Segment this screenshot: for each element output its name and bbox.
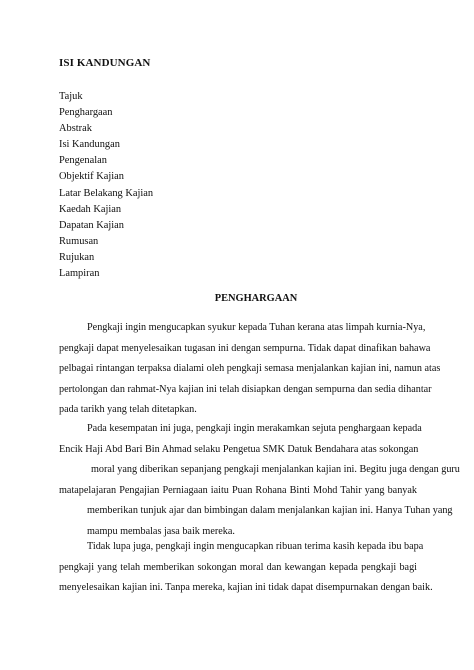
paragraph-line: Tidak lupa juga, pengkaji ingin mengucapkan ribuan terima kasih kepada ibu bapa <box>87 541 424 552</box>
paragraph-line: pengkaji dapat menyelesaikan tugasan ini dengan sempurna. Tidak dapat dinafikan bahawa <box>59 342 431 354</box>
toc-item: Penghargaan <box>59 107 113 119</box>
toc-item: Tajuk <box>59 91 83 102</box>
toc-item: Latar Belakang Kajian <box>59 187 154 199</box>
paragraph-line: matapelajaran Pengajian Perniagaan iaitu Puan Rohana Binti Mohd Tahir yang banyak <box>59 484 417 496</box>
paragraph-line: pengkaji yang telah memberikan sokongan moral dan kewangan kepada pengkaji bagi <box>59 561 417 573</box>
toc-item: Objektif Kajian <box>59 171 124 183</box>
toc-item: Lampiran <box>59 268 100 280</box>
paragraph-line: pertolongan dan rahmat-Nya kajian ini telah disiapkan dengan sempurna dan sedia dihantar <box>59 383 432 395</box>
acknowledgement-paragraph-1 <box>59 318 441 421</box>
paragraph-line: Pengkaji ingin mengucapkan syukur kepada Tuhan kerana atas limpah kurnia-Nya, <box>87 322 426 333</box>
toc-list <box>59 90 153 283</box>
toc-heading: ISI KANDUNGAN <box>59 57 151 69</box>
toc-item: Kaedah Kajian <box>59 203 122 215</box>
paragraph-line: moral yang diberikan sepanjang pengkaji menjalankan kajian ini. Begitu juga dengan guru <box>91 464 460 475</box>
toc-item: Abstrak <box>59 123 92 135</box>
acknowledgement-paragraph-3 <box>59 537 433 599</box>
paragraph-line: pada tarikh yang telah ditetapkan. <box>59 404 197 415</box>
toc-item: Rumusan <box>59 235 99 247</box>
paragraph-line: memberikan tunjuk ajar dan bimbingan dalam menjalankan kajian ini. Hanya Tuhan yang <box>87 505 453 516</box>
toc-item: Isi Kandungan <box>59 139 120 151</box>
paragraph-line: menyelesaikan kajian ini. Tanpa mereka, kajian ini tidak dapat disempurnakan dengan baik. <box>59 582 433 593</box>
toc-item: Rujukan <box>59 251 95 263</box>
toc-item: Dapatan Kajian <box>59 219 124 231</box>
paragraph-line: Encik Haji Abd Bari Bin Ahmad selaku Pengetua SMK Datuk Bendahara atas sokongan <box>59 443 419 455</box>
paragraph-line: pelbagai rintangan terpaksa dialami oleh pengkaji semasa menjalankan kajian ini, namun atas <box>59 363 441 374</box>
acknowledgement-paragraph-2 <box>59 419 460 542</box>
paragraph-line: Pada kesempatan ini juga, pengkaji ingin merakamkan sejuta penghargaan kepada <box>87 423 422 434</box>
toc-item: Pengenalan <box>59 155 107 167</box>
acknowledgement-heading: PENGHARGAAN <box>214 293 298 304</box>
paragraph-line: mampu membalas jasa baik mereka. <box>87 525 235 537</box>
